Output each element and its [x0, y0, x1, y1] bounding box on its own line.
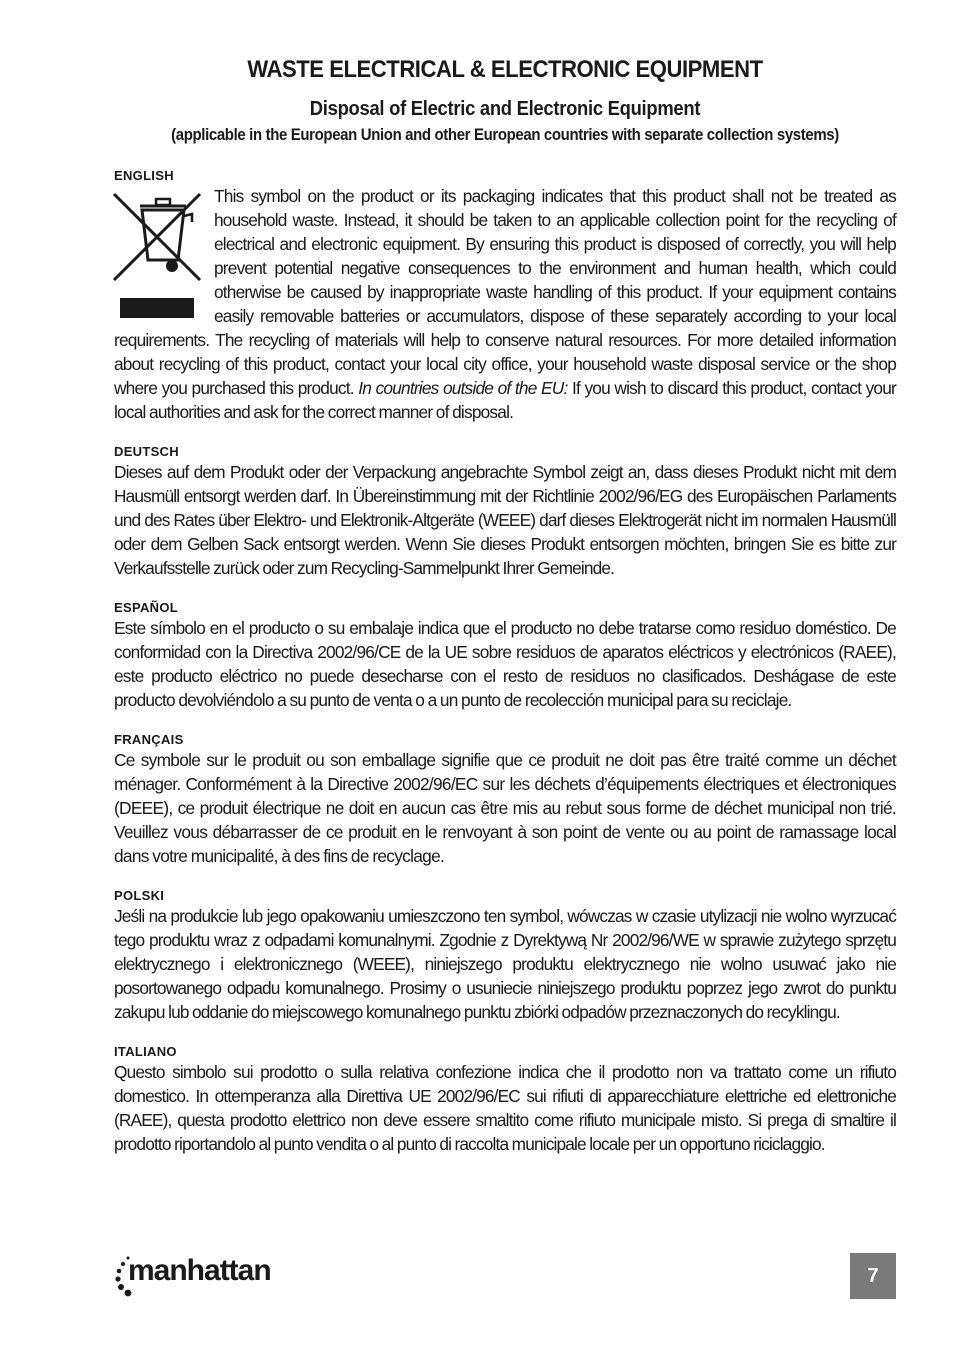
section-label-francais: FRANÇAIS: [114, 732, 184, 747]
page-number: 7: [850, 1253, 896, 1299]
section-label-espanol: ESPAÑOL: [114, 600, 178, 615]
english-text-end: If you wish to discard this product, contact your local authorities and ask for the correct manner of disposal.: [114, 378, 896, 422]
weee-bin-icon: [112, 188, 208, 328]
section-text-deutsch: Dieses auf dem Produkt oder der Verpackung angebrachte Symbol zeigt an, dass dieses Produkt nicht mit dem Hausmüll entsorgt werden darf. In Übereinstimmung mit der Richtlinie 2002/96/EG des Europäischen Parlaments und des Rates über Elektro- und Elektronik-Altgeräte (WEEE) darf dieses Elektrogerät nicht im normalen Hausmüll oder dem Gelben Sack entsorgt werden. Wenn Sie dieses Produkt entsorgen möchten, bringen Sie es bitte zur Verkaufsstelle zurück oder zum Recycling-Sammelpunkt Ihrer Gemeinde.: [114, 462, 896, 578]
english-text-main: This symbol on the product or its packaging indicates that this product shall not be treated as household waste. Instead, it should be taken to an applicable collection point for the recycling of electrical and electronic equipment. By ensuring this product is disposed of correctly, you will help prevent potential negative consequences to the environment and human health, which could otherwise be caused by inappropriate waste handling of this product. If your equipment contains easily removable batteries or accumulators, dispose of these separately according to your local requirements. The recycling of materials will help to conserve natural resources. For more detailed information about recycling of this product, contact your local city office, your household waste disposal service or the shop where you purchased this product.: [114, 186, 896, 398]
english-text-italic: In countries outside of the EU:: [358, 378, 568, 398]
section-text-espanol: Este símbolo en el producto o su embalaje indica que el producto no debe tratarse como residuo doméstico. De conformidad con la Directiva 2002/96/CE de la UE sobre residuos de aparatos eléctricos y electrónicos (RAEE), este producto eléctrico no puede desecharse con el resto de residuos no clasificados. Deshágase de este producto devolviéndolo a su punto de venta o a un punto de recolección municipal para su reciclaje.: [114, 618, 896, 710]
section-label-italiano: ITALIANO: [114, 1044, 177, 1059]
document-page: [114, 54, 896, 1156]
logo-wordmark: manhattan: [128, 1254, 271, 1287]
manhattan-logo: [114, 1250, 284, 1300]
section-label-polski: POLSKI: [114, 888, 165, 903]
section-label-deutsch: DEUTSCH: [114, 444, 179, 459]
applicability-note: (applicable in the European Union and other European countries with separate collection systems): [171, 125, 839, 144]
section-text-english: [114, 184, 896, 424]
section-label-english: ENGLISH: [114, 168, 174, 183]
page-subtitle: Disposal of Electric and Electronic Equipment: [309, 98, 701, 120]
section-text-italiano: Questo simbolo sui prodotto o sulla relativa confezione indica che il prodotto non va trattato come un rifiuto domestico. In ottemperanza alla Direttiva UE 2002/96/EC sui rifiuti di apparecchiature elettriche ed elettroniche (RAEE), questa prodotto elettrico non deve essere smaltito come rifiuto municipale misto. Si prega di smaltire il prodotto riportandolo al punto vendita o al punto di raccolta municipale locale per un opportuno riciclaggio.: [114, 1062, 896, 1154]
section-text-polski: Jeśli na produkcie lub jego opakowaniu umieszczono ten symbol, wówczas w czasie utylizacji nie wolno wyrzucać tego produktu wraz z odpadami komunalnymi. Zgodnie z Dyrektywą Nr 2002/96/WE w sprawie zużytego sprzętu elektrycznego i elektronicznego (WEEE), niniejszego produktu elektrycznego nie wolno usuwać jako nie posortowanego odpadu komunalnego. Prosimy o usuniecie niniejszego produktu poprzez jego zwrot do punktu zakupu lub oddanie do miejscowego komunalnego punktu zbiórki odpadów przeznaczonych do recyklingu.: [114, 906, 896, 1022]
page-title: WASTE ELECTRICAL & ELECTRONIC EQUIPMENT: [247, 56, 763, 83]
section-text-francais: Ce symbole sur le produit ou son emballage signifie que ce produit ne doit pas être traité comme un déchet ménager. Conformément à la Directive 2002/96/EC sur les déchets d’équipements électriques et électroniques (DEEE), ce produit électrique ne doit en aucun cas être mis au rebut sous forme de déchet municipal non trié. Veuillez vous débarrasser de ce produit en le renvoyant à son point de vente ou au point de ramassage local dans votre municipalité, à des fins de recyclage.: [114, 750, 896, 866]
